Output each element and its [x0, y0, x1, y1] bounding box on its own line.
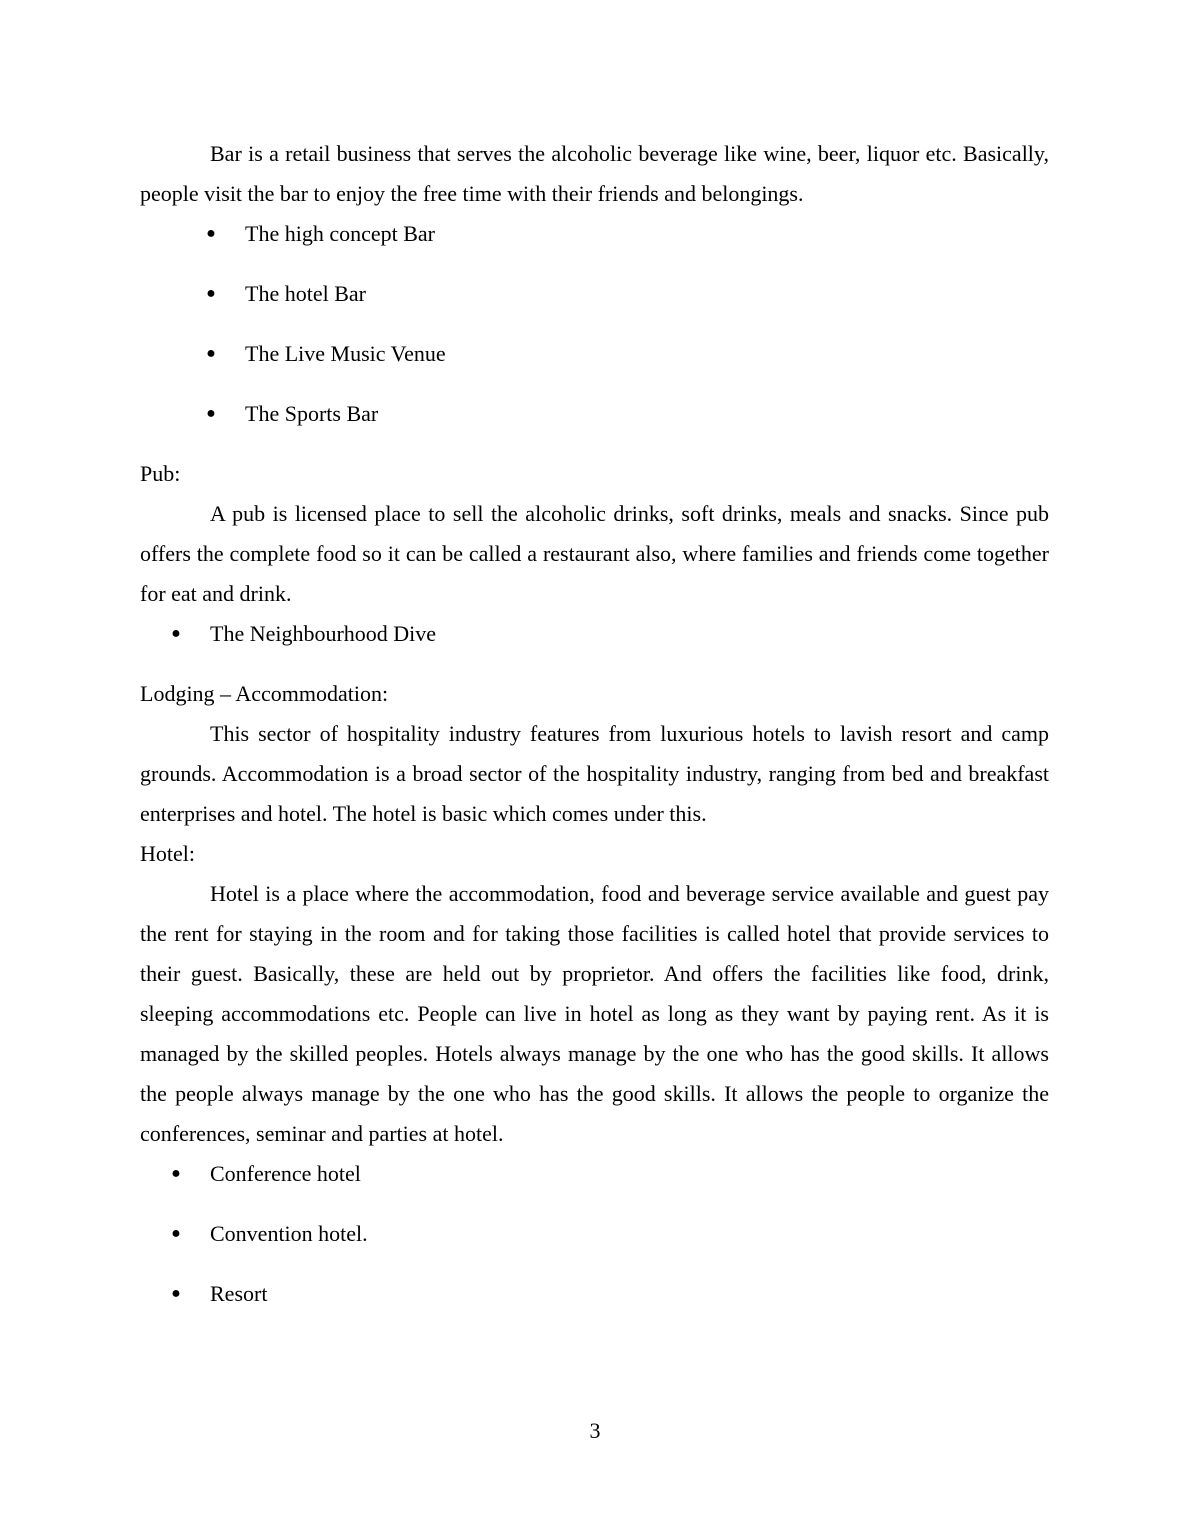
list-item	[140, 214, 1049, 274]
list-item	[140, 1154, 1049, 1214]
list-item-label: Conference hotel	[210, 1161, 361, 1186]
bullet-icon: ●	[206, 345, 216, 362]
hotel-paragraph: Hotel is a place where the accommodation, food and beverage service available and guest pay the rent for staying in the room and for taking those facilities is called hotel that provide services to their guest. Basically, these are held out by proprietor. And offers the facilities like food, drink, sleeping accommodations etc. People can live in hotel as long as they want by paying rent. As it is managed by the skilled peoples. Hotels always manage by the one who has the good skills. It allows the people always manage by the one who has the good skills. It allows the people to organize the conferences, seminar and parties at hotel.	[140, 881, 1049, 1146]
lodging-heading: Lodging – Accommodation:	[140, 681, 389, 706]
list-item	[140, 334, 1049, 394]
bullet-icon: ●	[171, 1165, 181, 1182]
list-item-label: Resort	[210, 1281, 268, 1306]
bullet-icon: ●	[171, 1285, 181, 1302]
list-item-label: The Live Music Venue	[245, 341, 446, 366]
list-item-label: The hotel Bar	[245, 281, 366, 306]
list-item	[140, 614, 1049, 674]
page-body	[140, 134, 1049, 1334]
list-item-label: Convention hotel.	[210, 1221, 368, 1246]
hotel-heading: Hotel:	[140, 841, 195, 866]
bullet-icon: ●	[171, 625, 181, 642]
list-item-label: The Sports Bar	[245, 401, 379, 426]
pub-paragraph: A pub is licensed place to sell the alcoholic drinks, soft drinks, meals and snacks. Since pub offers the complete food so it can be called a restaurant also, where families and friends come together for eat and drink.	[140, 501, 1049, 606]
bullet-icon: ●	[206, 225, 216, 242]
list-item	[140, 274, 1049, 334]
pub-heading: Pub:	[140, 461, 181, 486]
list-item	[140, 1274, 1049, 1334]
bullet-icon: ●	[171, 1225, 181, 1242]
pub-types-list	[140, 614, 1049, 674]
page-number: 3	[589, 1418, 601, 1443]
list-item-label: The Neighbourhood Dive	[210, 621, 437, 646]
bar-intro-paragraph: Bar is a retail business that serves the alcoholic beverage like wine, beer, liquor etc. Basically, people visit the bar to enjoy the free time with their friends and belongings.	[140, 141, 1049, 206]
list-item	[140, 394, 1049, 454]
list-item-label: The high concept Bar	[245, 221, 435, 246]
bullet-icon: ●	[206, 285, 216, 302]
lodging-paragraph: This sector of hospitality industry features from luxurious hotels to lavish resort and camp grounds. Accommodation is a broad sector of the hospitality industry, ranging from bed and breakfast enterprises and hotel. The hotel is basic which comes under this.	[140, 721, 1049, 826]
list-item	[140, 1214, 1049, 1274]
bullet-icon: ●	[206, 405, 216, 422]
hotel-types-list	[140, 1154, 1049, 1334]
bar-types-list	[140, 214, 1049, 454]
